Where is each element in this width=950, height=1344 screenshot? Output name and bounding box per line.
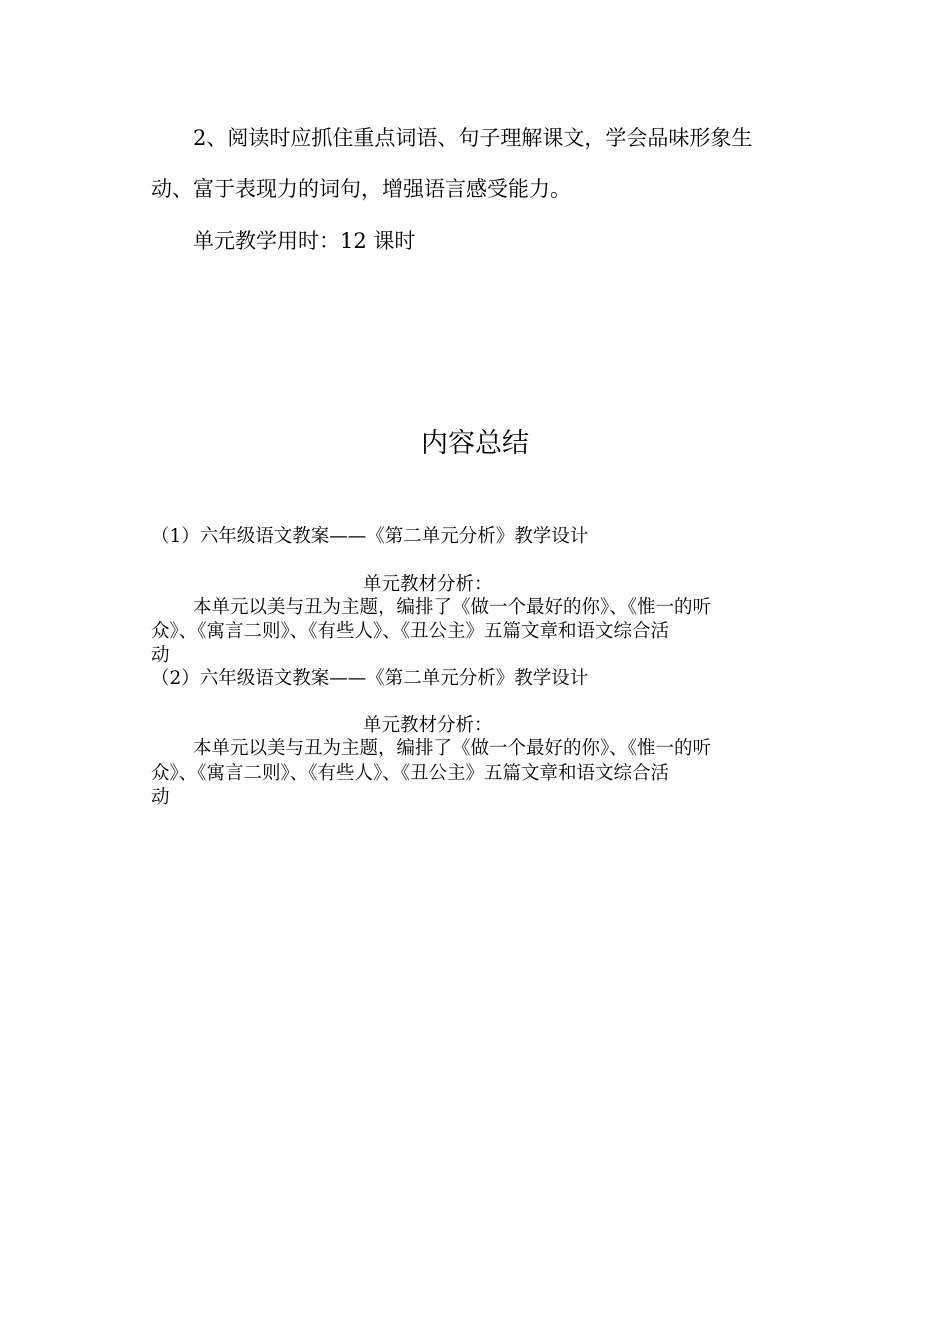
paragraph-text: 动、富于表现力的词句，增强语言感受能力。 (151, 177, 571, 201)
section-heading: 内容总结 (421, 428, 529, 459)
summary-body-line: 本单元以美与丑为主题，编排了《做一个最好的你》、《惟一的听 (193, 738, 712, 759)
summary-body-line: 本单元以美与丑为主题，编排了《做一个最好的你》、《惟一的听 (193, 597, 712, 618)
teaching-hours-text: 单元教学用时：12 课时 (193, 229, 416, 253)
summary-subtitle: 单元教材分析： (363, 715, 493, 736)
summary-body-line: 众》、《寓言二则》、《有些人》、《丑公主》五篇文章和语文综合活 (151, 621, 670, 642)
summary-title: （2）六年级语文教案——《第二单元分析》教学设计 (151, 668, 589, 689)
summary-subtitle: 单元教材分析： (363, 574, 493, 595)
summary-body-line: 众》、《寓言二则》、《有些人》、《丑公主》五篇文章和语文综合活 (151, 763, 670, 784)
summary-body-line: 动 (151, 787, 170, 808)
paragraph-text: 2、阅读时应抓住重点词语、句子理解课文，学会品味形象生 (193, 126, 753, 150)
summary-body-line: 动 (151, 645, 170, 666)
summary-title: （1）六年级语文教案——《第二单元分析》教学设计 (151, 526, 589, 547)
